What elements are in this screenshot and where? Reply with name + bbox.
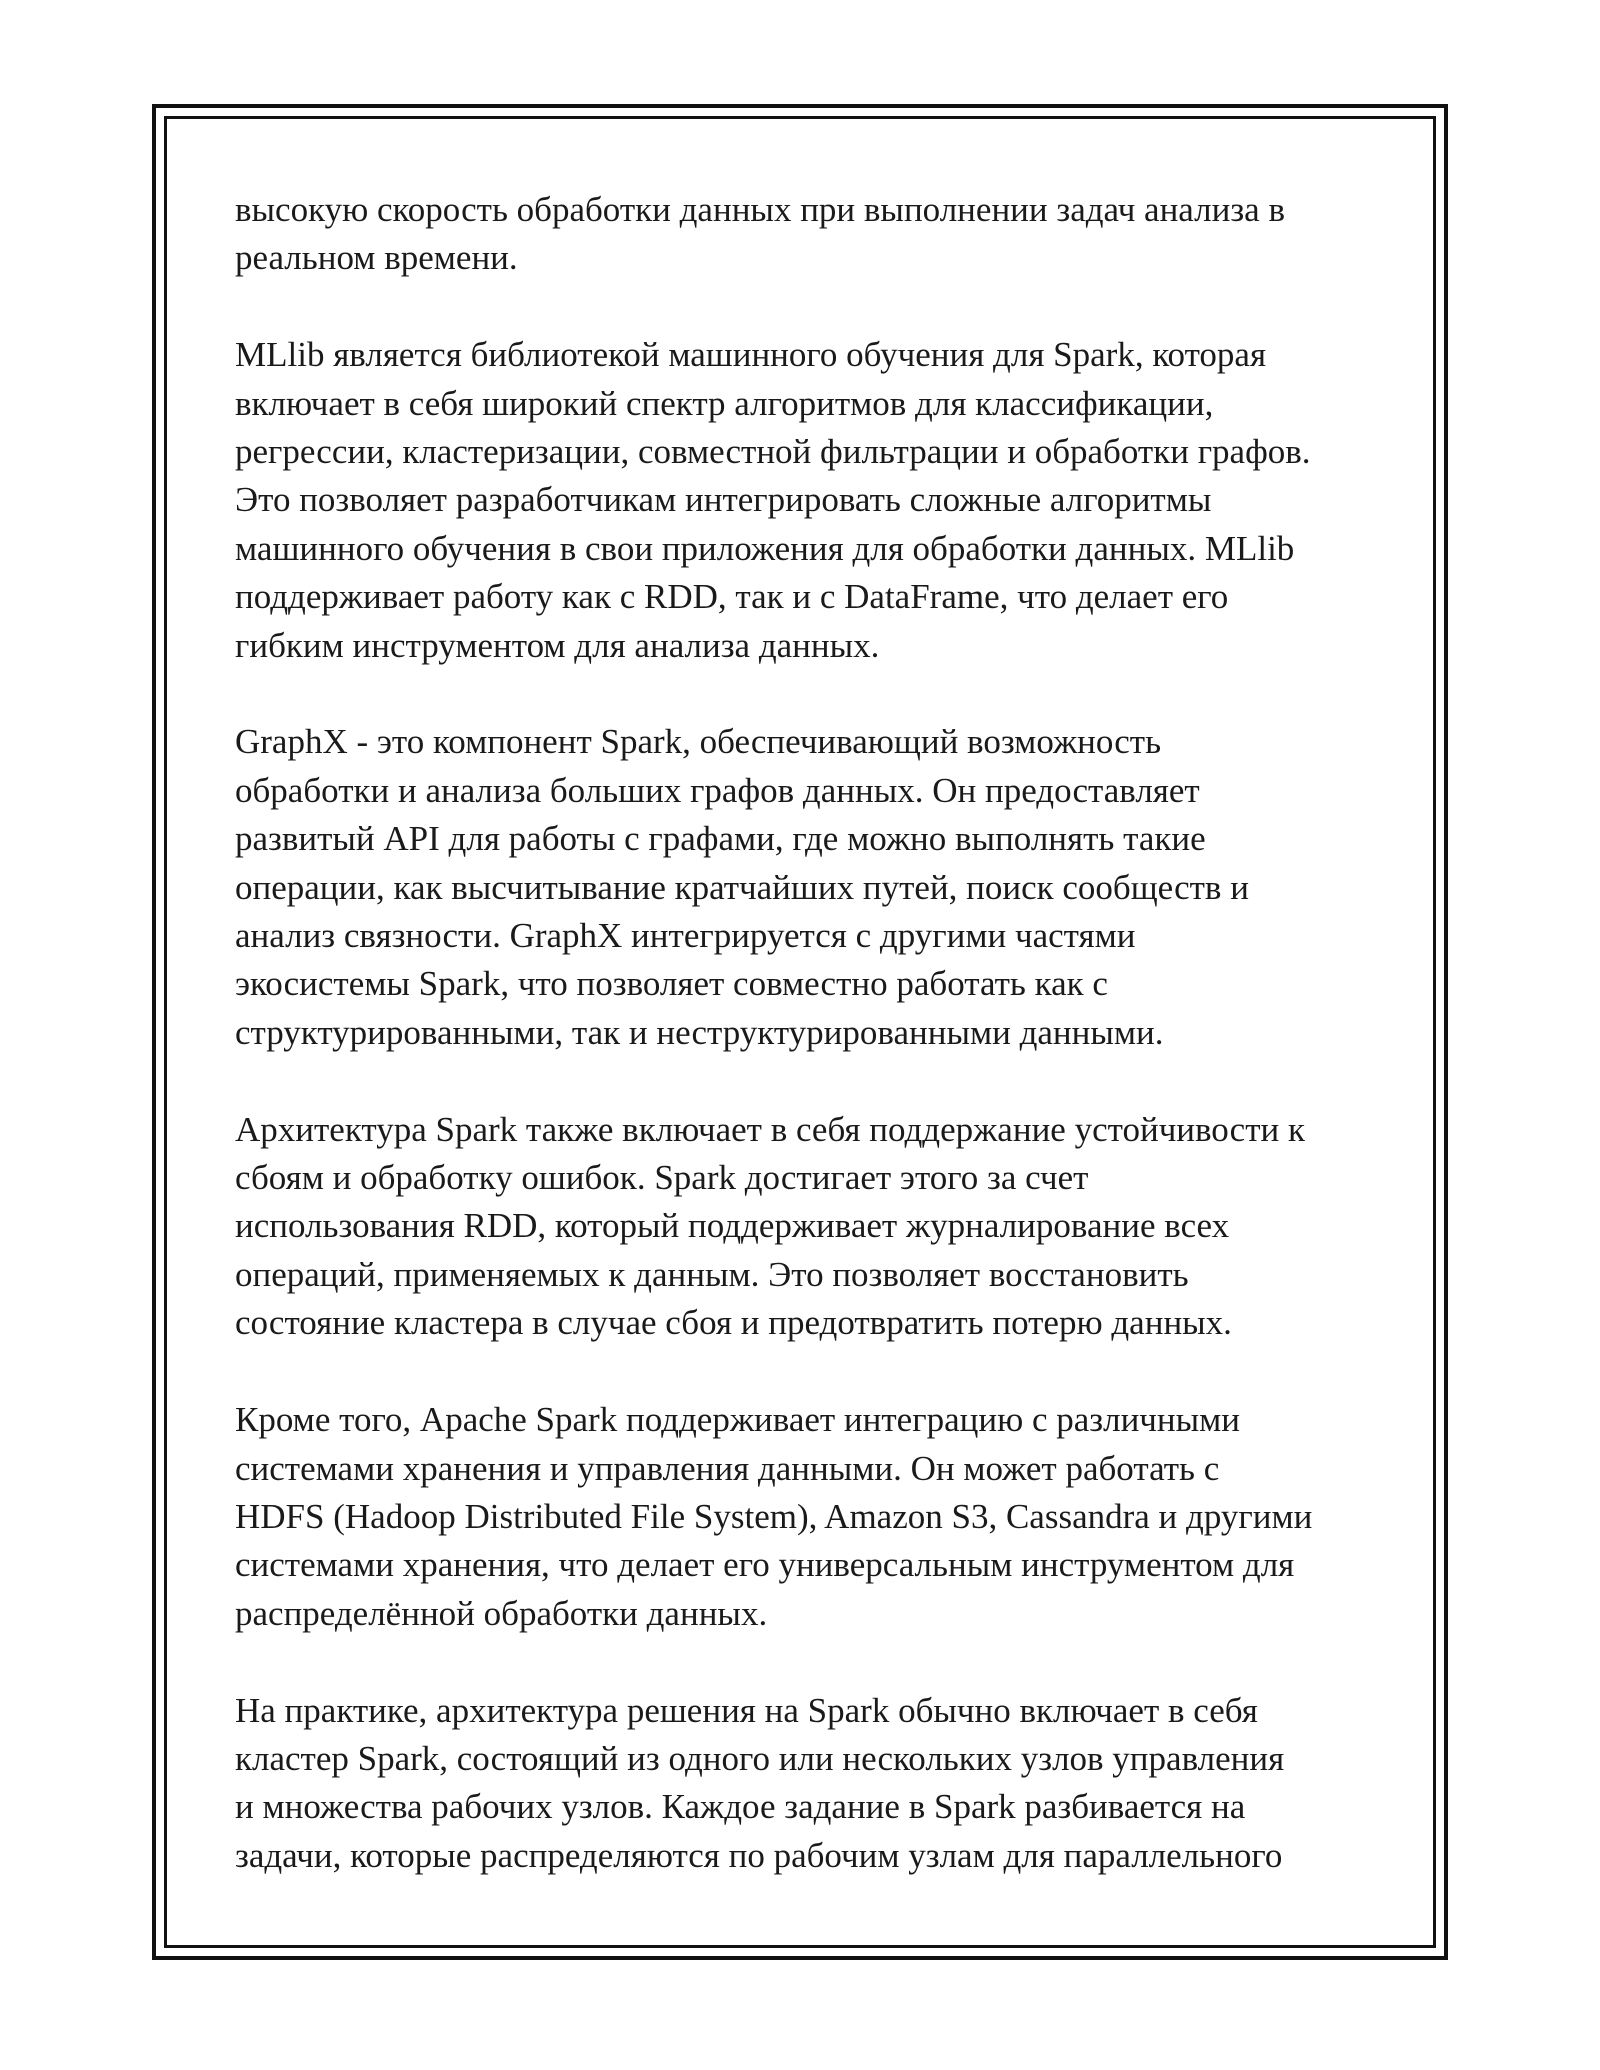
text-line: машинного обучения в свои приложения для обработки данных. MLlib <box>235 528 1295 568</box>
text-line: задачи, которые распределяются по рабочим узлам для параллельного <box>235 1835 1283 1875</box>
text-line: сбоям и обработку ошибок. Spark достигает этого за счет <box>235 1158 1089 1198</box>
text-line: анализ связности. GraphX интегрируется с другими частями <box>235 916 1136 956</box>
text-line: экосистемы Spark, что позволяет совместно работать как с <box>235 964 1108 1004</box>
text-line: Архитектура Spark также включает в себя поддержание устойчивости к <box>235 1109 1305 1149</box>
text-line: распределённой обработки данных. <box>235 1593 768 1633</box>
text-line: Кроме того, Apache Spark поддерживает интеграцию с различными <box>235 1400 1241 1440</box>
text-line: высокую скорость обработки данных при выполнении задач анализа в <box>235 190 1285 229</box>
paragraph-graphx <box>235 718 1385 1057</box>
document-body <box>235 186 1385 1929</box>
paragraph-continuation <box>235 186 1385 283</box>
text-line: системами хранения, что делает его универсальным инструментом для <box>235 1545 1295 1585</box>
paragraph-fault-tolerance <box>235 1106 1385 1348</box>
text-line: MLlib является библиотекой машинного обучения для Spark, которая <box>235 335 1267 375</box>
text-line: поддерживает работу как с RDD, так и с DataFrame, что делает его <box>235 577 1229 617</box>
text-line: кластер Spark, состоящий из одного или нескольких узлов управления <box>235 1738 1285 1778</box>
paragraph-mllib <box>235 331 1385 670</box>
text-line: развитый API для работы с графами, где можно выполнять такие <box>235 819 1206 859</box>
text-line: обработки и анализа больших графов данных. Он предоставляет <box>235 770 1200 810</box>
text-line: гибким инструментом для анализа данных. <box>235 625 880 665</box>
text-line: HDFS (Hadoop Distributed File System), Amazon S3, Cassandra и другими <box>235 1496 1313 1536</box>
text-line: операции, как высчитывание кратчайших путей, поиск сообществ и <box>235 867 1249 907</box>
text-line: структурированными, так и неструктурированными данными. <box>235 1012 1164 1052</box>
text-line: и множества рабочих узлов. Каждое задание в Spark разбивается на <box>235 1787 1246 1827</box>
text-line: регрессии, кластеризации, совместной фильтрации и обработки графов. <box>235 432 1311 472</box>
paragraph-storage-integration <box>235 1396 1385 1638</box>
text-line: реальном времени. <box>235 238 518 278</box>
text-line: GraphX - это компонент Spark, обеспечивающий возможность <box>235 722 1162 762</box>
paragraph-practice <box>235 1687 1385 1881</box>
text-line: операций, применяемых к данным. Это позволяет восстановить <box>235 1254 1189 1294</box>
text-line: Это позволяет разработчикам интегрировать сложные алгоритмы <box>235 480 1212 520</box>
text-line: включает в себя широкий спектр алгоритмов для классификации, <box>235 383 1214 423</box>
text-line: системами хранения и управления данными. Он может работать с <box>235 1448 1220 1488</box>
text-line: На практике, архитектура решения на Spark обычно включает в себя <box>235 1690 1258 1730</box>
text-line: состояние кластера в случае сбоя и предотвратить потерю данных. <box>235 1303 1232 1343</box>
text-line: использования RDD, который поддерживает журналирование всех <box>235 1206 1230 1246</box>
